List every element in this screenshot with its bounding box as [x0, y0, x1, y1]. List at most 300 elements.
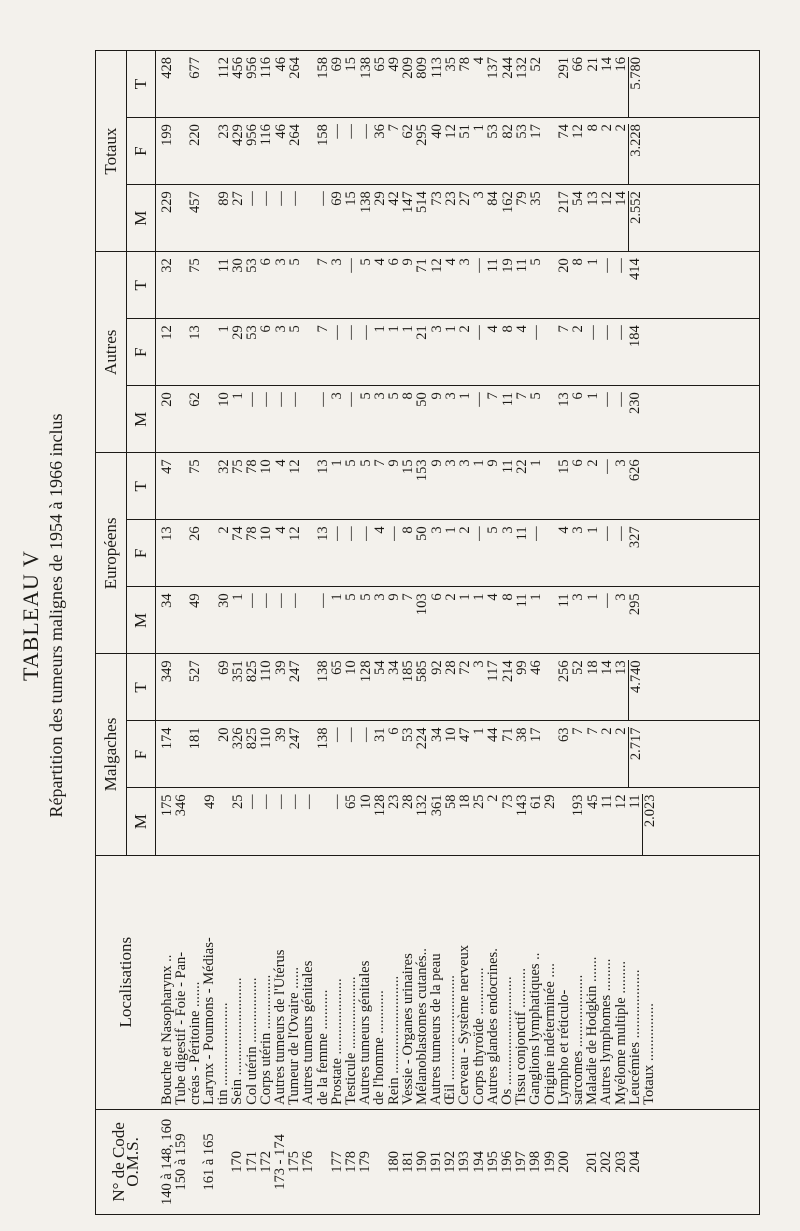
value-cell: —	[244, 794, 261, 809]
value-cell: 12	[159, 325, 175, 340]
value-cell: 6	[386, 258, 402, 266]
value-cell: 25	[471, 794, 488, 809]
value-cell: 13	[315, 459, 332, 474]
value-cell: 1	[527, 459, 544, 467]
code-cell: 191	[428, 1151, 445, 1173]
value-cell: 143	[513, 794, 530, 817]
code-cell: 140 à 148, 160	[158, 1118, 175, 1205]
value-cell: 137	[485, 57, 502, 79]
value-cell: 8	[400, 392, 417, 400]
value-cell: 3	[272, 258, 289, 266]
value-cell: 5	[357, 593, 374, 601]
value-cell: —	[343, 392, 360, 407]
value-cell	[643, 191, 657, 251]
localisation-cell: Prostate .....................	[328, 978, 345, 1105]
value-cell: 184	[627, 325, 644, 348]
value-cell: 110	[258, 660, 275, 682]
value-cell	[203, 258, 217, 318]
value-cell: 4	[513, 325, 530, 333]
value-cell: 113	[428, 57, 445, 79]
value-cell	[203, 325, 217, 385]
value-cell	[174, 727, 188, 787]
value-cell: 46	[527, 660, 544, 675]
value-cell: 14	[598, 660, 615, 675]
value-cell: 7	[570, 727, 587, 735]
tumor-table-container	[95, 50, 760, 1215]
code-cell: 197	[513, 1151, 530, 1173]
localisation-cell: Œil .............................	[442, 975, 459, 1105]
code-cell: 161 à 165	[201, 1133, 218, 1191]
value-cell: 32	[159, 258, 175, 273]
value-cell: 4	[371, 258, 388, 266]
value-cell	[642, 392, 656, 452]
value-cell: 3	[371, 593, 388, 601]
value-cell	[543, 124, 557, 184]
value-cell: 53	[513, 124, 530, 139]
value-cell	[174, 124, 188, 184]
value-cell	[316, 794, 330, 854]
code-column	[156, 1109, 760, 1214]
value-cell: 18	[584, 660, 601, 675]
value-cell: 7	[513, 392, 530, 400]
localisation-cell: Autres lymphomes .........	[598, 958, 615, 1105]
localisation-cell: Maladie de Hodgkin .......	[584, 956, 601, 1105]
value-cell: 230	[627, 392, 644, 415]
value-cell: 1	[456, 593, 473, 601]
value-cell: 153	[414, 459, 431, 482]
localisation-cell: Tumeur de l'Ovaire ......	[286, 967, 303, 1105]
value-cell	[174, 325, 188, 385]
value-cell: 6	[428, 593, 445, 601]
value-cell: 16	[613, 57, 629, 72]
value-cell: 30	[215, 593, 232, 608]
value-cell: 1	[584, 593, 601, 601]
value-cell: 5	[357, 459, 374, 467]
header-m: M	[127, 185, 156, 252]
value-cell: 327	[627, 526, 644, 549]
code-cell	[372, 1110, 386, 1214]
value-cell: 5	[527, 392, 544, 400]
value-cell: 132	[414, 794, 431, 817]
code-cell: 193	[456, 1151, 473, 1173]
value-cell: 3	[442, 392, 459, 400]
value-cell: 5	[286, 325, 303, 333]
value-cell: 2.552	[628, 191, 643, 251]
value-cell: 13	[613, 660, 629, 675]
value-cell: 138	[315, 727, 332, 750]
value-cell: 244	[499, 57, 516, 79]
value-cell: 361	[428, 794, 445, 817]
value-cell: 5	[485, 526, 502, 534]
value-cell: 247	[286, 727, 303, 750]
localisation-cell: Myélome multiple .........	[612, 961, 629, 1105]
localisation-cell: Bouche et Nasopharynx ..	[158, 954, 175, 1105]
header-group-autres: Autres	[96, 252, 127, 453]
value-cell: 5	[357, 392, 374, 400]
table-title: TABLEAU V	[18, 550, 43, 681]
value-cell: 5	[357, 258, 374, 266]
value-cell: 1	[229, 593, 246, 601]
value-cell: 264	[286, 124, 303, 146]
localisation-cell: Autres tumeurs génitales	[300, 960, 317, 1105]
localisation-cell: Testicule ....................	[342, 976, 359, 1105]
value-cell: 7	[400, 593, 417, 601]
value-cell	[302, 325, 316, 385]
value-cell: 31	[371, 727, 388, 742]
value-cell: 13	[187, 325, 204, 340]
value-cell	[642, 459, 656, 519]
value-cell: —	[598, 325, 615, 340]
value-cell: 11	[499, 392, 516, 407]
autres-t-column	[156, 252, 760, 319]
value-cell: —	[315, 593, 332, 608]
localisation-cell: Leucémies ...................	[626, 969, 643, 1105]
value-cell: 47	[159, 459, 175, 474]
value-cell: 23	[386, 794, 402, 809]
value-cell: 349	[159, 660, 175, 683]
value-cell	[543, 392, 557, 452]
value-cell: 28	[400, 794, 417, 809]
value-cell: 11	[499, 459, 516, 474]
code-cell: 176	[300, 1151, 317, 1173]
value-cell: 69	[329, 57, 346, 72]
value-cell: 2	[456, 526, 473, 534]
value-cell: 229	[159, 191, 175, 213]
localisation-cell: Cerveau - Système nerveux	[456, 944, 473, 1105]
value-cell: 11	[513, 593, 530, 608]
header-group-totaux: Totaux	[96, 51, 127, 252]
malgaches-t-column	[156, 654, 760, 721]
value-cell: 84	[485, 191, 502, 206]
value-cell: 351	[229, 660, 246, 683]
value-cell: 9	[400, 258, 417, 266]
value-cell: 4.740	[628, 660, 643, 720]
localisation-cell: Corps thyroïde .............	[470, 967, 487, 1105]
localisation-cell: Lympho et réticulo-	[555, 989, 572, 1105]
value-cell: 62	[187, 392, 204, 407]
value-cell	[203, 727, 217, 787]
localisation-cell: créas - Péritoine .......	[186, 981, 203, 1105]
value-cell: 3	[471, 660, 488, 668]
value-cell: 1	[584, 392, 601, 400]
value-cell: —	[584, 325, 601, 340]
value-cell: 20	[159, 392, 175, 407]
value-cell: 2	[442, 593, 459, 601]
value-cell: 17	[527, 124, 544, 139]
value-cell: 346	[173, 794, 190, 817]
code-cell: 190	[413, 1151, 430, 1173]
value-cell: 6	[570, 459, 587, 467]
value-cell: 2	[598, 124, 615, 132]
value-cell: 10	[442, 727, 459, 742]
totaux-f-column	[156, 118, 760, 185]
value-cell	[302, 392, 316, 452]
value-cell: 8	[499, 593, 516, 601]
value-cell: 9	[386, 593, 402, 601]
value-cell: —	[471, 325, 488, 340]
value-cell: 58	[442, 794, 459, 809]
value-cell: 3	[428, 526, 445, 534]
value-cell: 8	[584, 124, 601, 132]
value-cell: 3	[456, 258, 473, 266]
code-cell: 204	[626, 1151, 643, 1173]
value-cell	[203, 124, 217, 184]
value-cell: 12	[598, 191, 615, 206]
value-cell	[543, 526, 557, 586]
value-cell: 5.780	[628, 57, 643, 117]
header-code: N° de Code O.M.S.	[108, 1122, 142, 1202]
value-cell: 220	[187, 124, 204, 146]
value-cell: 214	[499, 660, 516, 683]
value-cell	[557, 794, 571, 854]
value-cell: 128	[371, 794, 388, 817]
localisation-cell: Larynx - Poumons - Médias-	[201, 937, 218, 1105]
value-cell: 1	[329, 593, 346, 601]
value-cell: 12	[286, 526, 303, 541]
value-cell: 110	[258, 727, 275, 749]
header-f: F	[127, 520, 156, 587]
code-cell: 194	[470, 1151, 487, 1173]
value-cell: 1	[371, 325, 388, 333]
value-cell: 44	[485, 727, 502, 742]
value-cell: 116	[258, 57, 275, 79]
header-m: M	[127, 386, 156, 453]
value-cell: 7	[485, 392, 502, 400]
code-cell: 192	[442, 1151, 459, 1173]
value-cell: —	[315, 191, 332, 206]
value-cell	[543, 258, 557, 318]
value-cell	[302, 593, 316, 653]
code-cell: 180	[385, 1151, 402, 1173]
value-cell: 158	[315, 124, 332, 146]
localisation-cell: Corps utérin ...............	[257, 974, 274, 1105]
value-cell: 103	[414, 593, 431, 616]
value-cell	[302, 258, 316, 318]
value-cell: 12	[442, 124, 459, 139]
value-cell: —	[343, 124, 360, 139]
value-cell: 92	[428, 660, 445, 675]
value-cell: 7	[584, 727, 601, 735]
autres-m-column	[156, 386, 760, 453]
value-cell: 138	[357, 57, 374, 79]
value-cell: 46	[272, 57, 289, 72]
value-cell: 3.228	[628, 124, 643, 184]
value-cell: —	[286, 593, 303, 608]
value-cell: 1	[527, 593, 544, 601]
value-cell: 29	[542, 794, 559, 809]
value-cell: 128	[357, 660, 374, 683]
value-cell: 3	[329, 258, 346, 266]
value-cell: 42	[386, 191, 402, 206]
table-subtitle: Répartition des tumeurs malignes de 1954 à 1966 inclus	[46, 413, 66, 818]
value-cell: 34	[159, 593, 175, 608]
value-cell: —	[329, 124, 346, 139]
value-cell: 78	[456, 57, 473, 72]
value-cell: 49	[187, 593, 204, 608]
value-cell: —	[527, 325, 544, 340]
code-cell: 173 - 174	[272, 1134, 288, 1190]
value-cell: 3	[613, 459, 629, 467]
value-cell: 75	[229, 459, 246, 474]
code-cell: 170	[229, 1151, 246, 1173]
value-cell: 66	[570, 57, 587, 72]
value-cell: 52	[527, 57, 544, 72]
value-cell: 326	[229, 727, 246, 750]
value-cell	[657, 325, 671, 385]
value-cell: 264	[286, 57, 303, 79]
value-cell: 69	[329, 191, 346, 206]
value-cell: 116	[258, 124, 275, 146]
value-cell: 1	[229, 392, 246, 400]
value-cell	[302, 660, 316, 720]
value-cell	[174, 191, 188, 251]
localisation-cell: Vessie - Organes urinaires	[399, 953, 416, 1105]
value-cell: 2	[613, 124, 629, 132]
value-cell: 65	[329, 660, 346, 675]
value-cell: 1	[215, 325, 232, 333]
localisation-cell: Ganglions lymphatiques ..	[527, 952, 544, 1105]
value-cell: 175	[159, 794, 175, 817]
value-cell: 62	[400, 124, 417, 139]
value-cell: 174	[159, 727, 175, 750]
value-cell	[643, 57, 657, 117]
value-cell: 11	[513, 526, 530, 541]
localisation-cell: Autres tumeurs de la peau	[428, 953, 445, 1105]
value-cell: 6	[258, 325, 275, 333]
value-cell: 17	[527, 727, 544, 742]
value-cell: 74	[556, 124, 573, 139]
value-cell: —	[386, 526, 402, 541]
value-cell: 39	[272, 660, 289, 675]
europeens-m-column	[156, 587, 760, 654]
code-cell: 150 à 159	[172, 1133, 189, 1191]
value-cell: 1	[471, 727, 488, 735]
code-cell: 181	[399, 1151, 416, 1173]
value-cell: —	[598, 459, 615, 474]
value-cell: 256	[556, 660, 573, 683]
value-cell: 3	[570, 593, 587, 601]
header-group-malgaches: Malgaches	[96, 654, 127, 855]
value-cell: 138	[357, 191, 374, 213]
value-cell: 15	[556, 459, 573, 474]
value-cell: 32	[215, 459, 232, 474]
code-cell: 196	[499, 1151, 515, 1173]
value-cell	[174, 258, 188, 318]
value-cell: —	[343, 258, 360, 273]
header-t: T	[127, 453, 156, 520]
value-cell: 6	[258, 258, 275, 266]
totaux-t-column	[156, 51, 760, 118]
value-cell: 1	[386, 325, 402, 333]
value-cell: 2	[613, 727, 629, 735]
header-t: T	[127, 654, 156, 721]
value-cell: —	[471, 258, 488, 273]
value-cell: —	[357, 727, 374, 742]
value-cell: 185	[400, 660, 417, 683]
value-cell	[658, 124, 672, 184]
value-cell	[302, 459, 316, 519]
code-cell: 171	[243, 1151, 260, 1173]
value-cell	[658, 191, 672, 251]
localisation-cell: de la femme ...........	[314, 989, 331, 1105]
value-cell: 2	[456, 325, 473, 333]
value-cell	[188, 794, 202, 854]
value-cell: 1	[471, 459, 488, 467]
value-cell: —	[613, 392, 629, 407]
value-cell	[174, 660, 188, 720]
value-cell: 53	[485, 124, 502, 139]
value-cell: 514	[414, 191, 431, 213]
value-cell: 414	[627, 258, 644, 280]
value-cell: 28	[442, 660, 459, 675]
localisation-cell: Autres tumeurs de l'Utérus	[272, 949, 288, 1105]
value-cell: 809	[414, 57, 431, 79]
value-cell: 12	[428, 258, 445, 273]
value-cell: —	[258, 191, 275, 206]
localisation-cell: Os ..............................	[499, 976, 515, 1105]
value-cell: 3	[442, 459, 459, 467]
localisation-cell: Tissu conjonctif ...........	[513, 967, 530, 1105]
value-cell: 162	[499, 191, 516, 213]
value-cell: —	[258, 392, 275, 407]
value-cell: 4	[272, 459, 289, 467]
value-cell: —	[286, 794, 303, 809]
value-cell: 46	[272, 124, 289, 139]
value-cell: —	[613, 526, 629, 541]
value-cell: —	[343, 526, 360, 541]
value-cell: 15	[343, 57, 360, 72]
localisation-cell: Sein ...........................	[229, 977, 246, 1105]
value-cell: 456	[229, 57, 246, 79]
value-cell: 3	[428, 325, 445, 333]
tumor-table	[95, 50, 760, 1215]
value-cell: 11	[485, 258, 502, 273]
value-cell: 825	[244, 727, 261, 750]
value-cell: 7	[371, 459, 388, 467]
value-cell: 8	[499, 325, 516, 333]
value-cell: —	[272, 191, 289, 206]
localisation-cell: Col utérin ..................	[243, 977, 260, 1105]
value-cell	[642, 258, 656, 318]
value-cell: 527	[187, 660, 204, 683]
value-cell	[543, 191, 557, 251]
value-cell: 1	[584, 258, 601, 266]
value-cell: 40	[428, 124, 445, 139]
value-cell: —	[613, 325, 629, 340]
code-cell: 175	[286, 1151, 303, 1173]
value-cell: 9	[428, 392, 445, 400]
value-cell	[203, 191, 217, 251]
value-cell	[543, 660, 557, 720]
value-cell: 13	[584, 191, 601, 206]
value-cell: 626	[627, 459, 644, 482]
value-cell: —	[471, 526, 488, 541]
value-cell: 2.717	[628, 727, 643, 787]
value-cell: 26	[187, 526, 204, 541]
value-cell: 3	[471, 191, 488, 199]
value-cell: 54	[570, 191, 587, 206]
value-cell: 12	[613, 794, 629, 809]
value-cell: 65	[343, 794, 360, 809]
value-cell	[174, 459, 188, 519]
value-cell: 78	[244, 459, 261, 474]
value-cell	[543, 325, 557, 385]
localisations-column	[156, 855, 760, 1109]
value-cell: 4	[272, 526, 289, 534]
value-cell: 14	[613, 191, 629, 206]
value-cell: 4	[471, 57, 488, 65]
value-cell: 29	[229, 325, 246, 340]
